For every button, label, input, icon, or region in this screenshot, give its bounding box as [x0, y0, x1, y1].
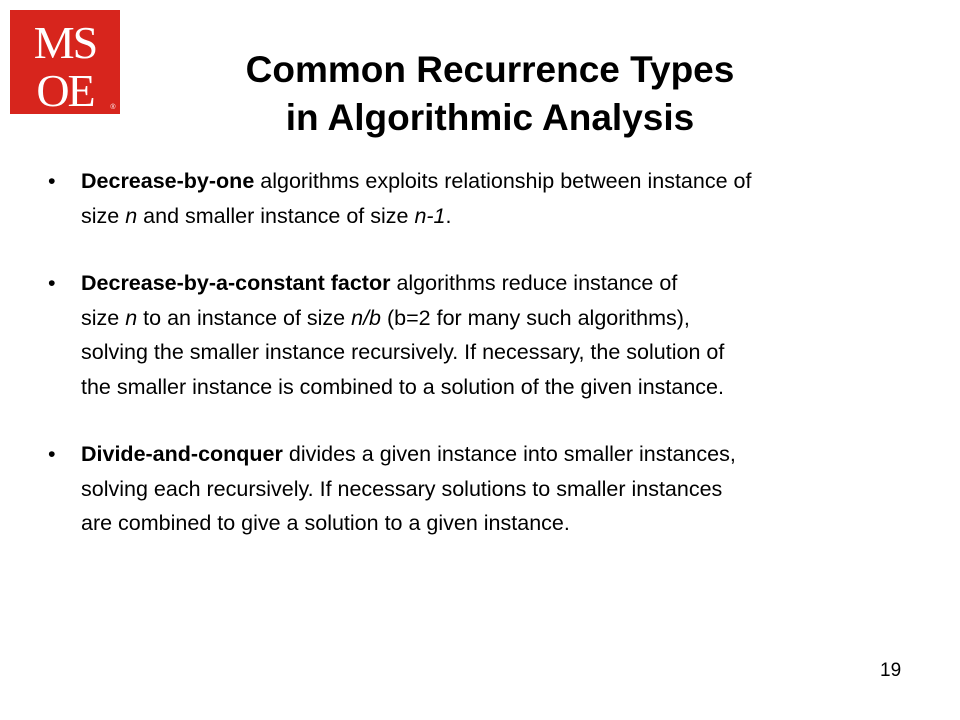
bullet-dot: • — [48, 271, 56, 295]
bullet-text-segment: size — [81, 203, 126, 228]
msoe-logo — [10, 10, 120, 114]
logo-registered-mark: ® — [110, 104, 116, 111]
math-variable: n — [125, 305, 138, 330]
math-variable: n/b — [351, 305, 382, 330]
bullet-text-segment: divides a given instance into smaller instances, — [282, 442, 736, 466]
bullet-text-segment: . — [445, 203, 452, 228]
bullet-list — [48, 164, 908, 574]
bullet-item — [48, 164, 908, 233]
bullet-item — [48, 437, 908, 541]
logo-line1: MS — [33, 17, 97, 68]
bullet-dot: • — [48, 442, 56, 466]
math-variable: n — [125, 203, 138, 228]
bullet-term: Divide-and-conquer — [81, 442, 283, 466]
page-number: 19 — [880, 660, 902, 681]
bullet-item — [48, 266, 908, 404]
bullet-text-segment: (b=2 for many such algorithms), — [381, 305, 690, 330]
bullet-text-segment: size — [81, 305, 126, 330]
bullet-text-segment: solving each recursively. If necessary solutions to smaller instances — [81, 476, 723, 501]
bullet-text — [81, 437, 908, 541]
title-line-2: in Algorithmic Analysis — [285, 97, 695, 138]
bullet-text-segment: algorithms reduce instance of — [390, 271, 678, 295]
bullet-text — [81, 266, 908, 404]
msoe-logo-graphic — [10, 10, 120, 114]
logo-line2: OE — [36, 65, 94, 114]
bullet-text — [81, 164, 908, 233]
bullet-text-segment: to an instance of size — [137, 305, 352, 330]
bullet-text-segment: solving the smaller instance recursively. If necessary, the solution of — [81, 340, 725, 364]
bullet-text-segment: and smaller instance of size — [137, 203, 415, 228]
bullet-term: Decrease-by-a-constant factor — [81, 271, 391, 295]
bullet-term: Decrease-by-one — [81, 169, 255, 193]
math-variable: n-1 — [414, 203, 446, 228]
bullet-text-segment: algorithms exploits relationship between instance of — [254, 169, 752, 193]
bullet-dot: • — [48, 169, 56, 193]
title-line-1: Common Recurrence Types — [245, 49, 735, 90]
slide-title — [140, 46, 840, 142]
bullet-text-segment: the smaller instance is combined to a solution of the given instance. — [81, 374, 724, 399]
bullet-text-segment: are combined to give a solution to a given instance. — [81, 511, 570, 535]
